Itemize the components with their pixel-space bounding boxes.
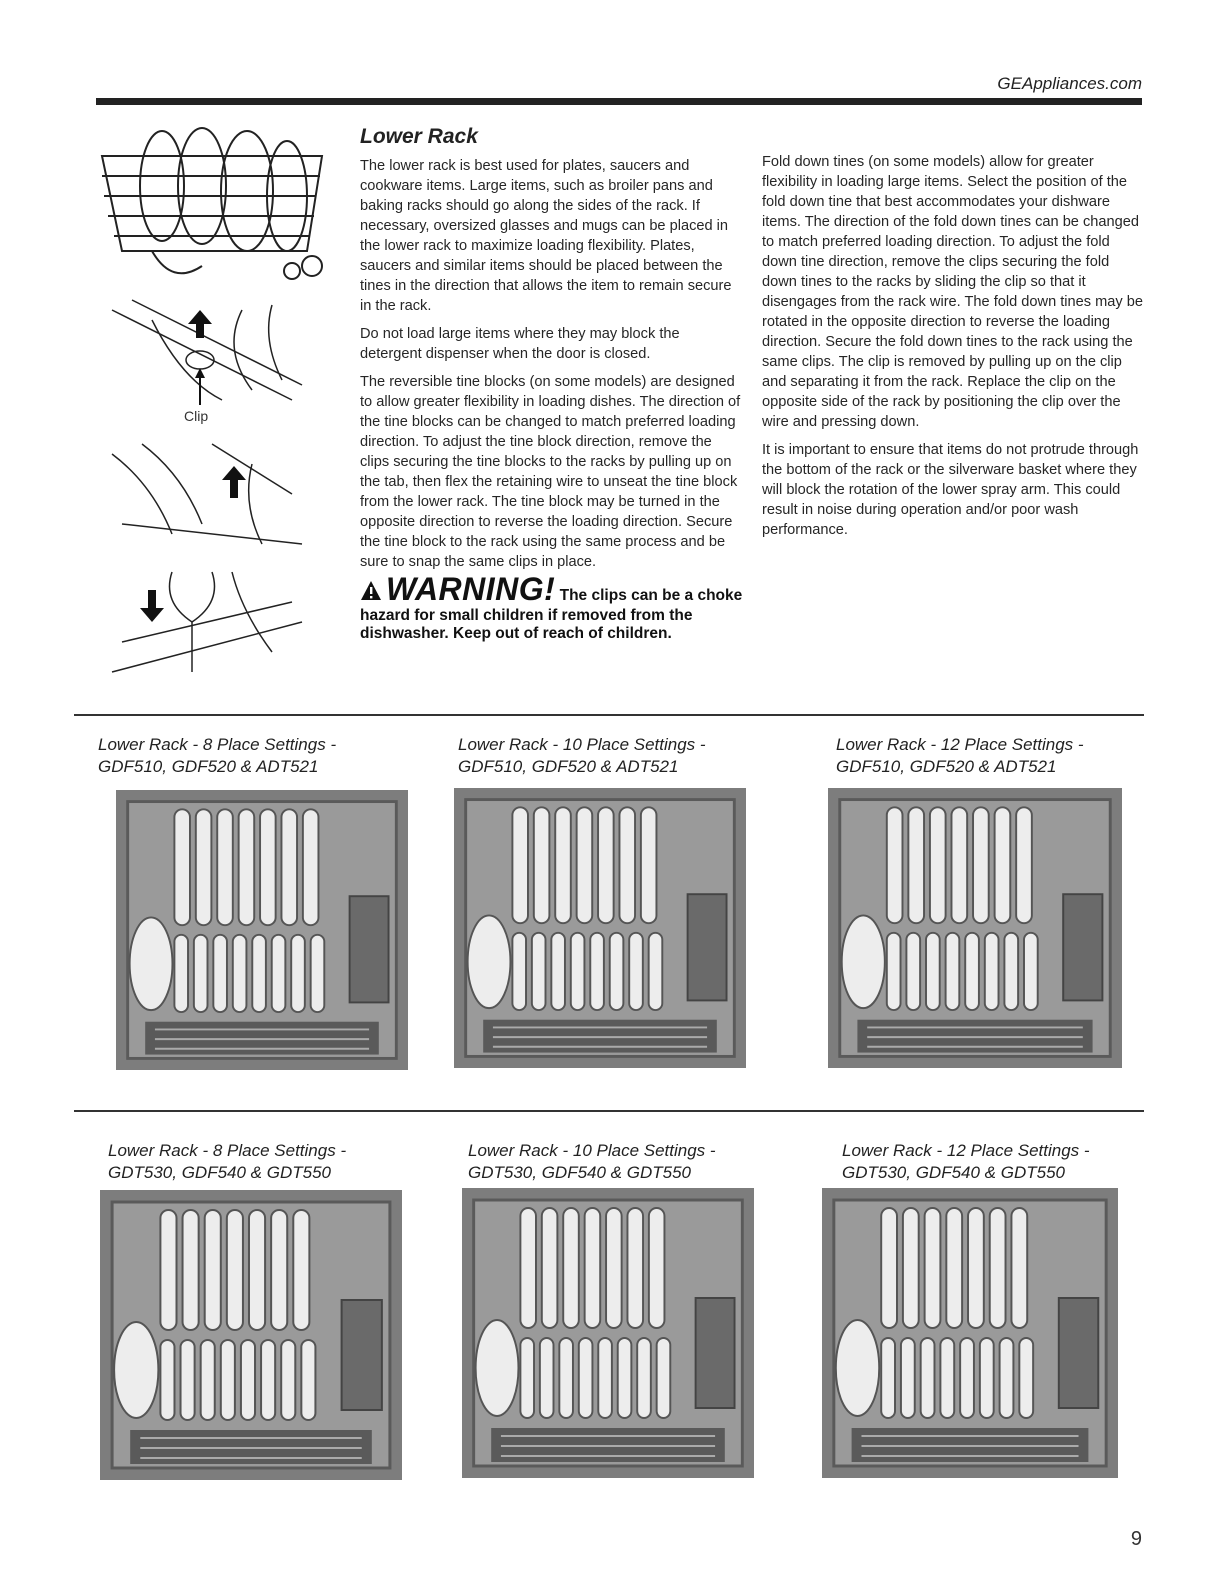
clip-label: Clip	[184, 408, 209, 424]
dishwasher-photo	[454, 788, 746, 1068]
divider-2	[74, 1110, 1144, 1112]
header-rule	[96, 98, 1142, 105]
divider-1	[74, 714, 1144, 716]
caption-line-2: GDT530, GDF540 & GDT550	[842, 1163, 1065, 1182]
photo-caption	[468, 1140, 716, 1184]
dishwasher-photo	[828, 788, 1122, 1068]
warning-triangle-icon	[360, 580, 382, 607]
caption-line-1: Lower Rack - 10 Place Settings -	[468, 1141, 716, 1160]
caption-line-1: Lower Rack - 8 Place Settings -	[98, 735, 337, 754]
caption-line-2: GDF510, GDF520 & ADT521	[98, 757, 319, 776]
page-number: 9	[1130, 1528, 1142, 1550]
caption-line-2: GDT530, GDF540 & GDT550	[108, 1163, 331, 1182]
dishwasher-photo	[116, 790, 408, 1070]
photo-caption	[98, 734, 336, 778]
caption-line-2: GDF510, GDF520 & ADT521	[458, 757, 679, 776]
paragraph-protrude: It is important to ensure that items do not protrude through the bottom of the rack or the silverware basket where they will block the rotation of the lower spray arm. This could result in noise during operation and/or poor wash performance.	[762, 442, 1139, 538]
section-title: Lower Rack	[360, 125, 478, 148]
clip-illustration-3	[92, 562, 312, 687]
caption-line-1: Lower Rack - 12 Place Settings -	[836, 735, 1084, 754]
photo-caption	[108, 1140, 346, 1184]
warning-block	[360, 571, 744, 643]
clip-illustration-1	[92, 290, 312, 410]
clip-illustration-2	[92, 434, 312, 554]
caption-line-1: Lower Rack - 10 Place Settings -	[458, 735, 706, 754]
photo-caption	[836, 734, 1084, 778]
warning-text: The clips can be a choke hazard for small children if removed from the dishwasher. Keep out of reach of children.	[360, 587, 743, 642]
site-url: GEAppliances.com	[997, 74, 1142, 93]
caption-line-2: GDF510, GDF520 & ADT521	[836, 757, 1057, 776]
caption-line-1: Lower Rack - 8 Place Settings -	[108, 1141, 347, 1160]
paragraph-lower-rack-use: The lower rack is best used for plates, saucers and cookware items. Large items, such as broiler pans and baking racks should go along the sides of the rack. If necessary, oversized glasses and mugs can be placed in the lower rack to maximize loading flexibility. Plates, saucers and similar items should be placed between the tines in the direction that allows the item to remain secure in the rack.	[360, 158, 732, 314]
dishwasher-photo	[100, 1190, 402, 1480]
caption-line-2: GDT530, GDF540 & GDT550	[468, 1163, 691, 1182]
rack-illustration	[92, 116, 332, 286]
photo-caption	[842, 1140, 1090, 1184]
caption-line-1: Lower Rack - 12 Place Settings -	[842, 1141, 1090, 1160]
lower-rack-column-1	[360, 124, 744, 643]
paragraph-tine-blocks: The reversible tine blocks (on some models) are designed to allow greater flexibility in loading dishes. The direction of the tine blocks can be changed to match preferred loading direction. To adjust the tine block direction, remove the clips securing the tine blocks to the racks by pulling up on the tab, then flex the retaining wire to unseat the tine block from the lower rack. The tine block may be turned in the opposite direction to reverse the loading direction. Secure the tine block to the rack using the same process and be sure to snap the same clips in place.	[360, 374, 741, 570]
dishwasher-photo	[822, 1188, 1118, 1478]
paragraph-fold-down-tines: Fold down tines (on some models) allow for greater flexibility in loading large items. Select the position of the fold down tine that best accommodates your dishware items. The direction of the fold down tines can be changed to match preferred loading direction. To adjust the fold down tine direction, remove the clips securing the fold down tines to the racks by sliding the clip so that it disengages from the rack wire. The fold down tines may be rotated in the opposite direction to reverse the loading direction. Secure the fold down tines to the rack using the same clips. The clip is removed by pulling up on the clip and separating it from the rack. Replace the clip on the opposite side of the rack by positioning the clip over the wire and pressing down.	[762, 154, 1143, 430]
lower-rack-column-2	[762, 152, 1146, 548]
warning-title: WARNING!	[386, 571, 556, 607]
photo-caption	[458, 734, 706, 778]
dishwasher-photo	[462, 1188, 754, 1478]
paragraph-detergent: Do not load large items where they may block the detergent dispenser when the door is closed.	[360, 326, 680, 362]
